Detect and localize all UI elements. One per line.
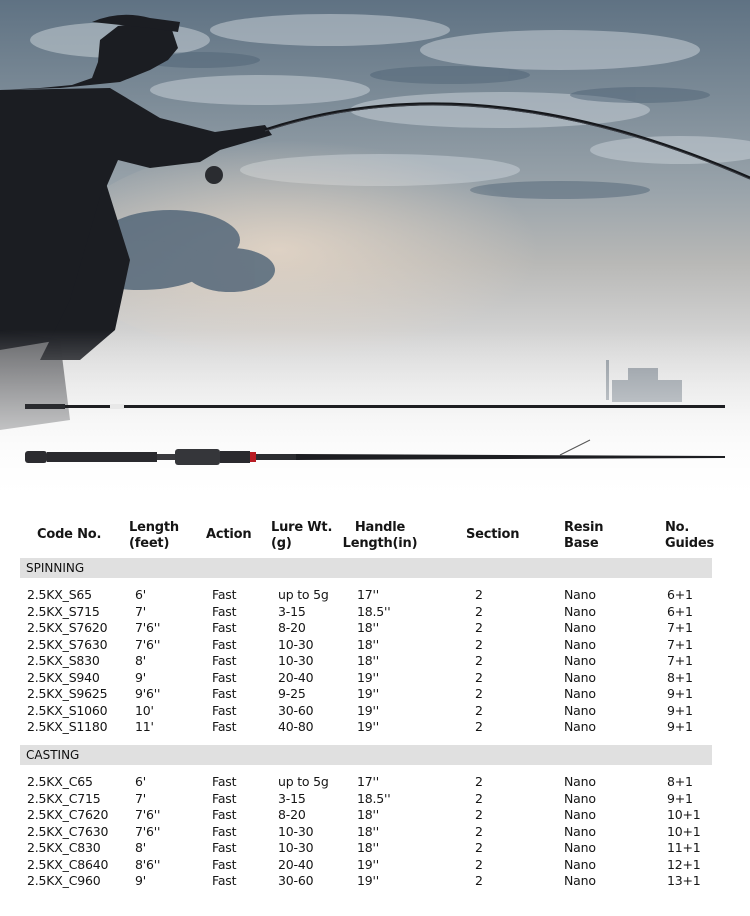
- guides-cell: 9+1: [667, 790, 693, 806]
- section-cell: 2: [475, 587, 483, 602]
- table-row: [0, 824, 750, 841]
- length-cell: 7'6'': [135, 636, 161, 652]
- guides-cell: 12+1: [667, 856, 701, 872]
- table-row: [0, 857, 750, 874]
- resin-base-cell: Nano: [564, 636, 596, 652]
- length-cell: 9': [135, 669, 146, 685]
- length-cell: 7'6'': [135, 823, 161, 839]
- code-no-cell: 2.5KX_S7630: [27, 636, 108, 652]
- table-row: [0, 774, 750, 791]
- header-handle-line2: Length(in): [342, 536, 418, 551]
- header-lure: [271, 520, 332, 552]
- handle-length-cell: 19'': [357, 873, 379, 888]
- header-resin-line2: Base: [564, 536, 599, 551]
- section-cell: 2: [475, 603, 483, 619]
- resin-base-cell: Nano: [564, 669, 596, 685]
- resin-base-cell: Nano: [564, 790, 596, 806]
- resin-base-cell: Nano: [564, 840, 596, 855]
- section-spinning-label: SPINNING: [20, 558, 712, 578]
- section-cell: 2: [475, 653, 483, 668]
- handle-length-cell: 18'': [357, 620, 379, 635]
- section-cell: 2: [475, 702, 483, 718]
- casting-rows: [0, 774, 750, 890]
- section-cell: 2: [475, 719, 483, 734]
- lure-weight-cell: 40-80: [278, 719, 314, 734]
- action-cell: Fast: [212, 702, 237, 718]
- section-cell: 2: [475, 840, 483, 855]
- handle-length-cell: 17'': [357, 774, 379, 789]
- table-row: [0, 791, 750, 808]
- section-cell: 2: [475, 669, 483, 685]
- lure-weight-cell: 8-20: [278, 620, 306, 635]
- header-section: Section: [466, 527, 520, 542]
- code-no-cell: 2.5KX_S1180: [27, 719, 108, 734]
- handle-length-cell: 18.5'': [357, 790, 391, 806]
- guides-cell: 6+1: [667, 587, 693, 602]
- handle-length-cell: 18'': [357, 840, 379, 855]
- lure-weight-cell: 10-30: [278, 653, 314, 668]
- action-cell: Fast: [212, 807, 237, 822]
- code-no-cell: 2.5KX_S830: [27, 653, 100, 668]
- lure-weight-cell: 3-15: [278, 603, 306, 619]
- guides-cell: 9+1: [667, 719, 693, 734]
- code-no-cell: 2.5KX_C715: [27, 790, 101, 806]
- table-row: [0, 637, 750, 654]
- action-cell: Fast: [212, 620, 237, 635]
- header-length: [129, 520, 179, 552]
- resin-base-cell: Nano: [564, 873, 596, 888]
- length-cell: 8': [135, 840, 146, 855]
- lure-weight-cell: 9-25: [278, 686, 306, 701]
- header-length-line2: (feet): [129, 536, 170, 551]
- handle-length-cell: 18'': [357, 636, 379, 652]
- header-guides-line2: Guides: [665, 536, 715, 551]
- action-cell: Fast: [212, 669, 237, 685]
- action-cell: Fast: [212, 686, 237, 701]
- section-cell: 2: [475, 856, 483, 872]
- guides-cell: 8+1: [667, 774, 693, 789]
- action-cell: Fast: [212, 840, 237, 855]
- header-lure-line2: (g): [271, 536, 292, 551]
- code-no-cell: 2.5KX_C7630: [27, 823, 109, 839]
- code-no-cell: 2.5KX_C830: [27, 840, 101, 855]
- lure-weight-cell: 20-40: [278, 856, 314, 872]
- length-cell: 7'6'': [135, 620, 161, 635]
- handle-length-cell: 18'': [357, 653, 379, 668]
- action-cell: Fast: [212, 653, 237, 668]
- header-code: Code No.: [37, 527, 102, 542]
- code-no-cell: 2.5KX_S940: [27, 669, 100, 685]
- table-row: [0, 587, 750, 604]
- header-resin: [564, 520, 603, 552]
- section-cell: 2: [475, 873, 483, 888]
- table-row: [0, 703, 750, 720]
- section-cell: 2: [475, 686, 483, 701]
- handle-length-cell: 19'': [357, 686, 379, 701]
- handle-length-cell: 19'': [357, 856, 379, 872]
- guides-cell: 13+1: [667, 873, 701, 888]
- section-cell: 2: [475, 807, 483, 822]
- guides-cell: 8+1: [667, 669, 693, 685]
- handle-length-cell: 18.5'': [357, 603, 391, 619]
- section-cell: 2: [475, 790, 483, 806]
- guides-cell: 7+1: [667, 636, 693, 652]
- table-row: [0, 719, 750, 736]
- resin-base-cell: Nano: [564, 603, 596, 619]
- code-no-cell: 2.5KX_S7620: [27, 620, 108, 635]
- length-cell: 6': [135, 774, 146, 789]
- table-row: [0, 670, 750, 687]
- code-no-cell: 2.5KX_S65: [27, 587, 92, 602]
- resin-base-cell: Nano: [564, 823, 596, 839]
- length-cell: 7': [135, 790, 146, 806]
- action-cell: Fast: [212, 774, 237, 789]
- lure-weight-cell: 10-30: [278, 823, 314, 839]
- handle-length-cell: 18'': [357, 823, 379, 839]
- code-no-cell: 2.5KX_C8640: [27, 856, 109, 872]
- code-no-cell: 2.5KX_C65: [27, 774, 93, 789]
- code-no-cell: 2.5KX_S1060: [27, 702, 108, 718]
- code-no-cell: 2.5KX_C960: [27, 873, 101, 888]
- section-cell: 2: [475, 774, 483, 789]
- handle-length-cell: 19'': [357, 669, 379, 685]
- handle-length-cell: 18'': [357, 807, 379, 822]
- header-length-line1: Length: [129, 520, 179, 535]
- resin-base-cell: Nano: [564, 620, 596, 635]
- table-row: [0, 873, 750, 890]
- guides-cell: 7+1: [667, 653, 693, 668]
- resin-base-cell: Nano: [564, 856, 596, 872]
- spinning-rows: [0, 587, 750, 736]
- resin-base-cell: Nano: [564, 653, 596, 668]
- resin-base-cell: Nano: [564, 587, 596, 602]
- lure-weight-cell: 10-30: [278, 636, 314, 652]
- length-cell: 7'6'': [135, 807, 161, 822]
- guides-cell: 10+1: [667, 807, 701, 822]
- table-row: [0, 620, 750, 637]
- length-cell: 10': [135, 702, 154, 718]
- section-cell: 2: [475, 636, 483, 652]
- action-cell: Fast: [212, 719, 237, 734]
- table-row: [0, 840, 750, 857]
- length-cell: 7': [135, 603, 146, 619]
- resin-base-cell: Nano: [564, 719, 596, 734]
- table-row: [0, 807, 750, 824]
- guides-cell: 7+1: [667, 620, 693, 635]
- action-cell: Fast: [212, 603, 237, 619]
- length-cell: 9'6'': [135, 686, 161, 701]
- action-cell: Fast: [212, 587, 237, 602]
- handle-length-cell: 19'': [357, 702, 379, 718]
- resin-base-cell: Nano: [564, 774, 596, 789]
- handle-length-cell: 17'': [357, 587, 379, 602]
- guides-cell: 6+1: [667, 603, 693, 619]
- guides-cell: 9+1: [667, 686, 693, 701]
- header-guides-line1: No.: [665, 520, 690, 535]
- section-cell: 2: [475, 823, 483, 839]
- action-cell: Fast: [212, 823, 237, 839]
- length-cell: 6': [135, 587, 146, 602]
- code-no-cell: 2.5KX_S9625: [27, 686, 108, 701]
- lure-weight-cell: 8-20: [278, 807, 306, 822]
- section-cell: 2: [475, 620, 483, 635]
- action-cell: Fast: [212, 636, 237, 652]
- length-cell: 8': [135, 653, 146, 668]
- guides-cell: 11+1: [667, 840, 701, 855]
- lure-weight-cell: up to 5g: [278, 774, 329, 789]
- action-cell: Fast: [212, 856, 237, 872]
- header-action: Action: [206, 527, 252, 542]
- lure-weight-cell: 3-15: [278, 790, 306, 806]
- table-row: [0, 653, 750, 670]
- resin-base-cell: Nano: [564, 686, 596, 701]
- header-handle: [340, 520, 420, 552]
- section-casting-label: CASTING: [20, 745, 712, 765]
- header-guides: [665, 520, 714, 552]
- guides-cell: 9+1: [667, 702, 693, 718]
- length-cell: 9': [135, 873, 146, 888]
- action-cell: Fast: [212, 873, 237, 888]
- lure-weight-cell: up to 5g: [278, 587, 329, 602]
- handle-length-cell: 19'': [357, 719, 379, 734]
- guides-cell: 10+1: [667, 823, 701, 839]
- table-row: [0, 604, 750, 621]
- resin-base-cell: Nano: [564, 807, 596, 822]
- lure-weight-cell: 30-60: [278, 702, 314, 718]
- lure-weight-cell: 10-30: [278, 840, 314, 855]
- action-cell: Fast: [212, 790, 237, 806]
- header-handle-line1: Handle: [354, 520, 406, 535]
- resin-base-cell: Nano: [564, 702, 596, 718]
- lure-weight-cell: 30-60: [278, 873, 314, 888]
- table-row: [0, 686, 750, 703]
- length-cell: 8'6'': [135, 856, 161, 872]
- code-no-cell: 2.5KX_S715: [27, 603, 100, 619]
- code-no-cell: 2.5KX_C7620: [27, 807, 109, 822]
- lure-weight-cell: 20-40: [278, 669, 314, 685]
- header-resin-line1: Resin: [564, 520, 604, 535]
- spec-table-header: [0, 518, 750, 558]
- header-lure-line1: Lure Wt.: [271, 520, 333, 535]
- length-cell: 11': [135, 719, 154, 734]
